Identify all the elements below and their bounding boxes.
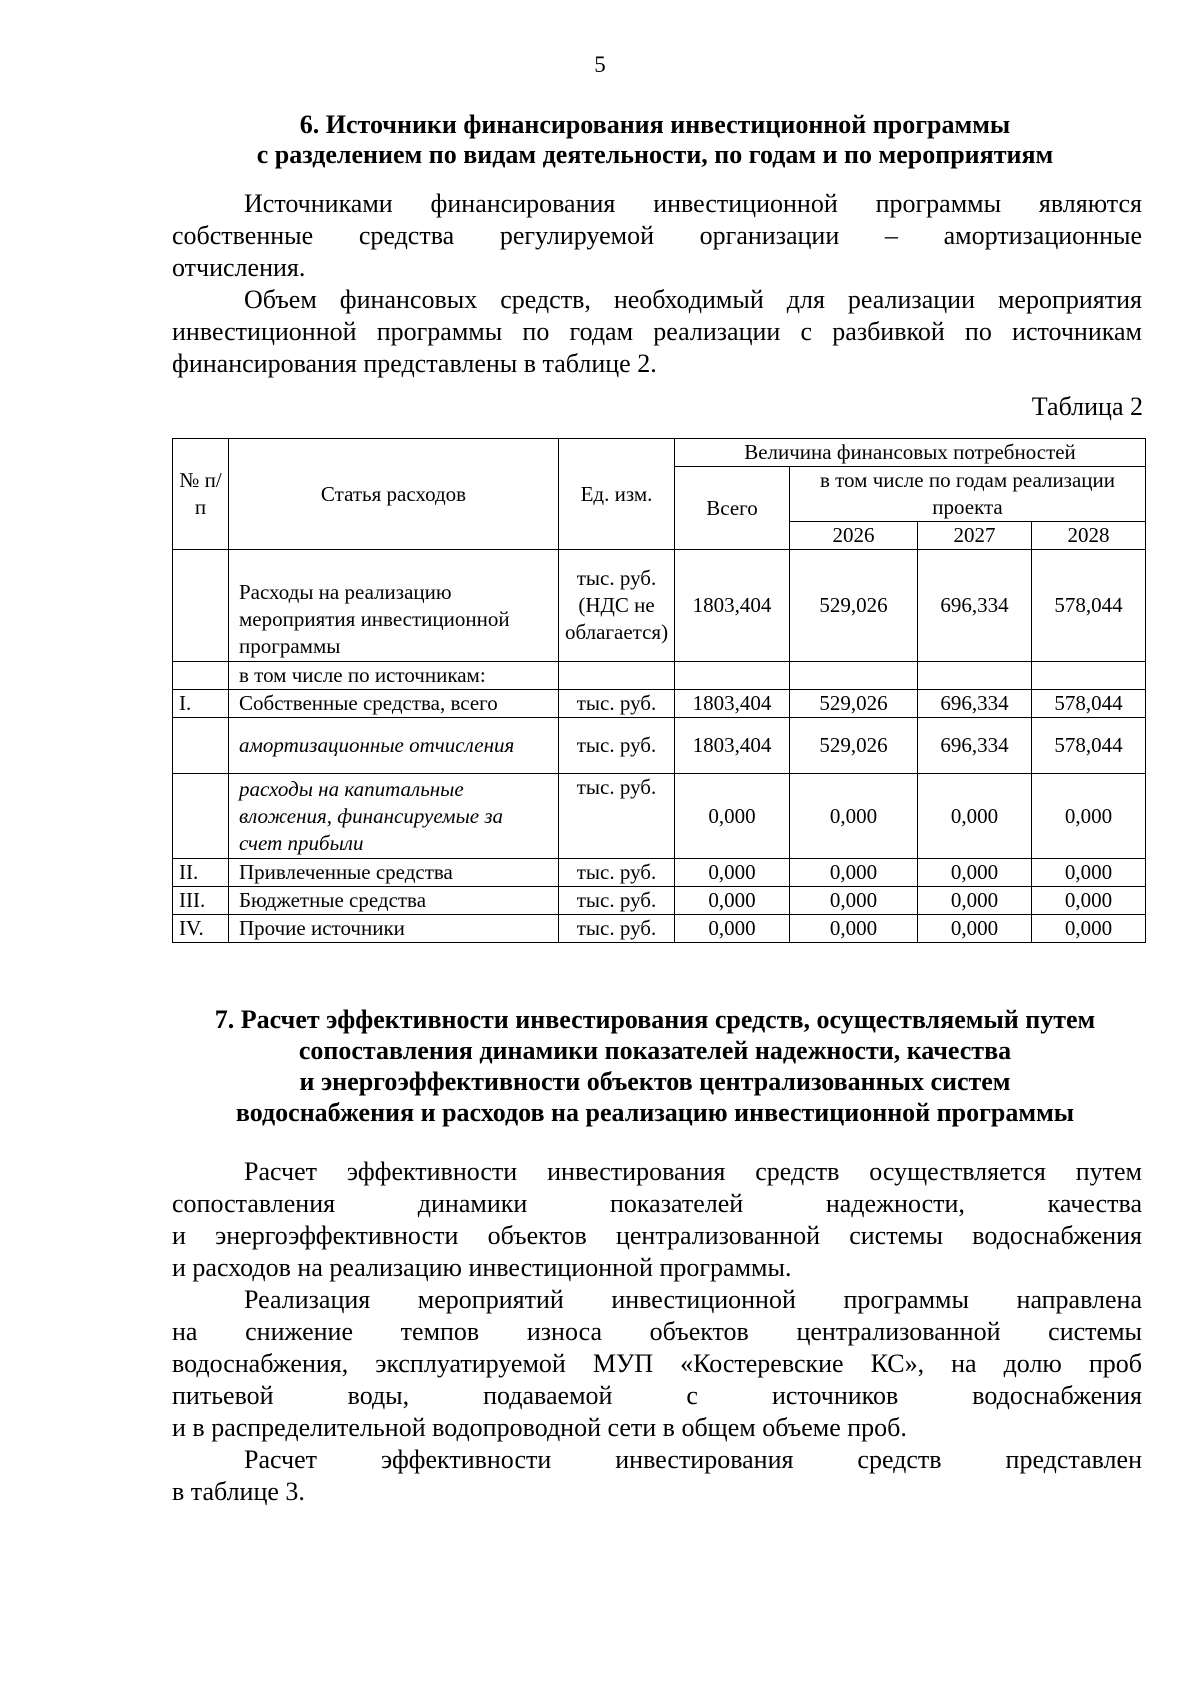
- cell-year: 529,026: [790, 690, 918, 718]
- cell-num: [173, 774, 229, 859]
- cell-item: Привлеченные средства: [229, 859, 559, 887]
- header-by-years: в том числе по годам реализации проекта: [790, 467, 1146, 522]
- text-line: финансирования представлены в таблице 2.: [172, 349, 657, 378]
- table-row: [173, 662, 1146, 690]
- table-row: [173, 690, 1146, 718]
- cell-item: в том числе по источникам:: [229, 662, 559, 690]
- table-row: [173, 915, 1146, 943]
- cell-year: 0,000: [790, 859, 918, 887]
- cell-unit: тыс. руб. (НДС не облагается): [559, 550, 675, 662]
- section-6-title: [170, 110, 1140, 170]
- cell-year: 0,000: [1032, 915, 1146, 943]
- cell-year: 0,000: [918, 859, 1032, 887]
- cell-year: 529,026: [790, 718, 918, 774]
- section-7-title-line: сопоставления динамики показателей надежности, качества: [298, 1036, 1012, 1065]
- cell-year: 0,000: [918, 887, 1032, 915]
- header-year: 2028: [1032, 522, 1146, 550]
- cell-year: 0,000: [1032, 859, 1146, 887]
- cell-year: 0,000: [790, 887, 918, 915]
- cell-item: амортизационные отчисления: [229, 718, 559, 774]
- text-line: и расходов на реализацию инвестиционной программы.: [172, 1253, 792, 1282]
- header-item: Статья расходов: [229, 439, 559, 550]
- cell-year: [1032, 662, 1146, 690]
- cell-total: 0,000: [675, 887, 790, 915]
- cell-year: 0,000: [1032, 774, 1146, 859]
- cell-total: 0,000: [675, 774, 790, 859]
- section-7-title-line: и энергоэффективности объектов централизованных систем: [299, 1067, 1011, 1096]
- cell-item: Бюджетные средства: [229, 887, 559, 915]
- header-total: Всего: [675, 467, 790, 550]
- text-line: собственные средства регулируемой организации – амортизационные: [172, 221, 1142, 250]
- financing-table: [172, 438, 1146, 943]
- cell-year: 0,000: [790, 915, 918, 943]
- section-7-paragraph-3: [172, 1444, 1142, 1508]
- section-6-title-line: с разделением по видам деятельности, по годам и по мероприятиям: [256, 140, 1054, 169]
- cell-year: 696,334: [918, 550, 1032, 662]
- section-7-paragraph-2: [172, 1284, 1142, 1444]
- cell-num: [173, 662, 229, 690]
- text-line: отчисления.: [172, 253, 306, 282]
- table-2-caption: Таблица 2: [1031, 392, 1143, 421]
- page-number: 5: [594, 52, 606, 77]
- table-row: [173, 887, 1146, 915]
- cell-year: 696,334: [918, 718, 1032, 774]
- section-6-paragraph-2: [172, 284, 1142, 380]
- cell-item: Прочие источники: [229, 915, 559, 943]
- cell-item: Расходы на реализацию мероприятия инвестиционной программы: [229, 550, 559, 662]
- section-6-title-line: 6. Источники финансирования инвестиционной программы: [299, 110, 1011, 139]
- cell-unit: тыс. руб.: [559, 915, 675, 943]
- text-line: инвестиционной программы по годам реализации с разбивкой по источникам: [172, 317, 1142, 346]
- cell-total: 0,000: [675, 915, 790, 943]
- cell-year: 578,044: [1032, 690, 1146, 718]
- table-row: [173, 774, 1146, 859]
- cell-year: 696,334: [918, 690, 1032, 718]
- cell-num: I.: [173, 690, 229, 718]
- section-7-title-line: 7. Расчет эффективности инвестирования средств, осуществляемый путем: [214, 1005, 1096, 1034]
- cell-year: 578,044: [1032, 718, 1146, 774]
- cell-unit: тыс. руб.: [559, 859, 675, 887]
- cell-year: [790, 662, 918, 690]
- cell-total: [675, 662, 790, 690]
- text-line: водоснабжения, эксплуатируемой МУП «Костеревские КС», на долю проб: [172, 1349, 1142, 1378]
- cell-item: расходы на капитальные вложения, финансируемые за счет прибыли: [229, 774, 559, 859]
- cell-total: 0,000: [675, 859, 790, 887]
- header-unit: Ед. изм.: [559, 439, 675, 550]
- cell-year: 0,000: [918, 774, 1032, 859]
- cell-num: II.: [173, 859, 229, 887]
- table-row: [173, 859, 1146, 887]
- text-line: и энергоэффективности объектов централизованной системы водоснабжения: [172, 1221, 1142, 1250]
- text-line: питьевой воды, подаваемой с источников водоснабжения: [172, 1381, 1142, 1410]
- table-row: [173, 718, 1146, 774]
- cell-year: 529,026: [790, 550, 918, 662]
- cell-unit: тыс. руб.: [559, 887, 675, 915]
- cell-item: Собственные средства, всего: [229, 690, 559, 718]
- section-7-paragraph-1: [172, 1156, 1142, 1284]
- cell-year: 0,000: [918, 915, 1032, 943]
- cell-num: [173, 718, 229, 774]
- header-group: Величина финансовых потребностей: [675, 439, 1146, 467]
- header-year: 2027: [918, 522, 1032, 550]
- cell-total: 1803,404: [675, 718, 790, 774]
- cell-unit: тыс. руб.: [559, 690, 675, 718]
- section-7-title: [170, 1004, 1140, 1128]
- cell-unit: тыс. руб.: [559, 774, 675, 859]
- section-6-paragraph-1: [172, 188, 1142, 284]
- cell-unit: [559, 662, 675, 690]
- text-line: на снижение темпов износа объектов централизованной системы: [172, 1317, 1142, 1346]
- cell-year: 0,000: [1032, 887, 1146, 915]
- header-num: № п/п: [173, 439, 229, 550]
- text-line: Источниками финансирования инвестиционной программы являются: [244, 189, 1142, 218]
- text-line: в таблице 3.: [172, 1477, 305, 1506]
- cell-year: [918, 662, 1032, 690]
- table-row: [173, 550, 1146, 662]
- cell-num: IV.: [173, 915, 229, 943]
- cell-num: [173, 550, 229, 662]
- cell-total: 1803,404: [675, 550, 790, 662]
- cell-year: 0,000: [790, 774, 918, 859]
- text-line: Расчет эффективности инвестирования средств представлен: [244, 1445, 1142, 1474]
- cell-year: 578,044: [1032, 550, 1146, 662]
- text-line: и в распределительной водопроводной сети в общем объеме проб.: [172, 1413, 907, 1442]
- section-7-title-line: водоснабжения и расходов на реализацию инвестиционной программы: [235, 1098, 1075, 1127]
- text-line: сопоставления динамики показателей надежности, качества: [172, 1189, 1142, 1218]
- text-line: Расчет эффективности инвестирования средств осуществляется путем: [244, 1157, 1142, 1186]
- header-year: 2026: [790, 522, 918, 550]
- cell-total: 1803,404: [675, 690, 790, 718]
- cell-unit: тыс. руб.: [559, 718, 675, 774]
- text-line: Объем финансовых средств, необходимый для реализации мероприятия: [244, 285, 1142, 314]
- text-line: Реализация мероприятий инвестиционной программы направлена: [244, 1285, 1142, 1314]
- cell-num: III.: [173, 887, 229, 915]
